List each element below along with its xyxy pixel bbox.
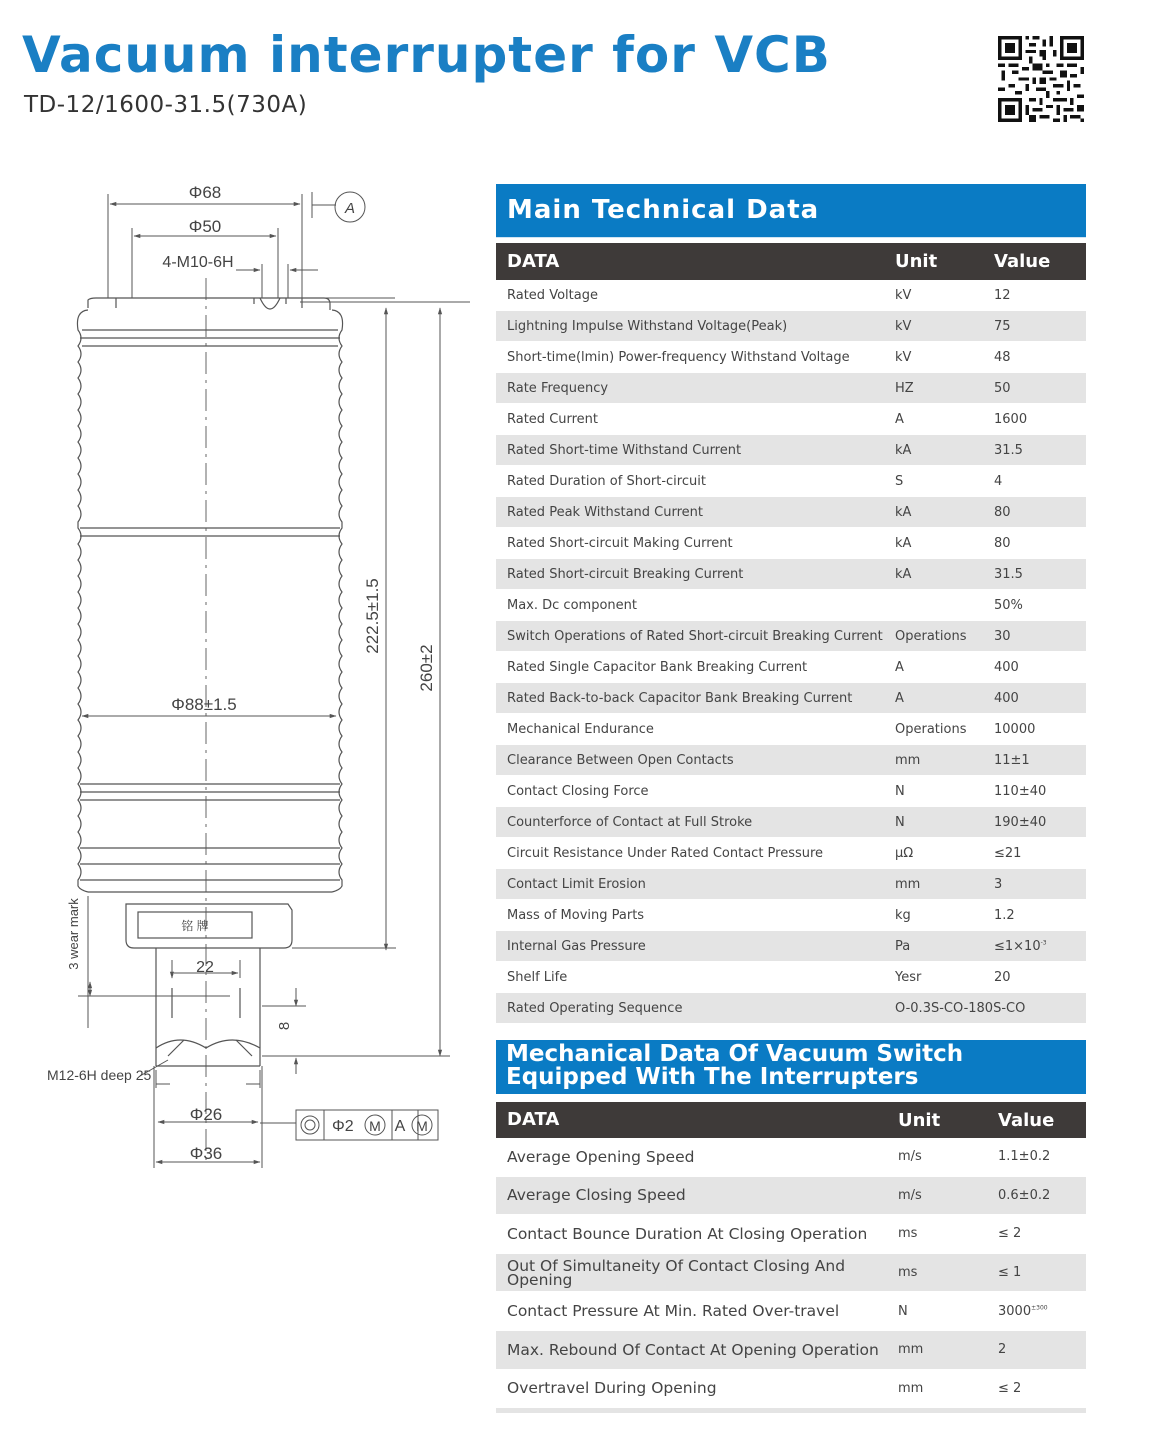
header-unit: Unit bbox=[895, 251, 938, 272]
cell-unit: A bbox=[895, 659, 904, 675]
table-row bbox=[496, 497, 1086, 528]
cell-value: 0.6±0.2 bbox=[998, 1187, 1051, 1203]
cell-data: Average Closing Speed bbox=[507, 1186, 686, 1205]
cell-value: 20 bbox=[994, 969, 1011, 985]
tolerance-value: Φ2 bbox=[332, 1118, 354, 1135]
table-row bbox=[496, 776, 1086, 807]
dim-d50: Φ50 bbox=[188, 217, 222, 236]
cell-data: Counterforce of Contact at Full Stroke bbox=[507, 814, 753, 830]
cell-data: Rated Back-to-back Capacitor Bank Breaking Current bbox=[507, 690, 853, 706]
table-row bbox=[496, 435, 1086, 466]
cell-data: Lightning Impulse Withstand Voltage(Peak) bbox=[507, 318, 788, 334]
cell-value: 10000 bbox=[994, 721, 1036, 737]
cell-unit: m/s bbox=[898, 1149, 922, 1165]
cell-data: Contact Limit Erosion bbox=[507, 876, 646, 892]
table-row bbox=[496, 1331, 1086, 1370]
cell-value: ≤ 2 bbox=[998, 1380, 1022, 1396]
table-row bbox=[496, 559, 1086, 590]
dim-thread-bottom: M12-6H deep 25 bbox=[47, 1067, 152, 1083]
table-row bbox=[496, 1292, 1086, 1331]
header-data: DATA bbox=[507, 250, 560, 272]
table-row bbox=[496, 1215, 1086, 1254]
dim-h260: 260±2 bbox=[417, 644, 436, 692]
table-row bbox=[496, 1370, 1086, 1409]
table-row bbox=[496, 652, 1086, 683]
main-technical-data-table bbox=[496, 184, 1086, 1024]
table-row bbox=[496, 373, 1086, 404]
cell-superscript: -3 bbox=[1040, 939, 1047, 947]
cell-data: Rated Single Capacitor Bank Breaking Current bbox=[507, 659, 808, 675]
cell-value: 400 bbox=[994, 659, 1019, 675]
table-row bbox=[496, 683, 1086, 714]
cell-data: Out Of Simultaneity Of Contact Closing And Opening bbox=[507, 1256, 846, 1289]
cell-value: 31.5 bbox=[994, 566, 1023, 582]
table-row bbox=[496, 280, 1086, 311]
dim-d88: Φ88±1.5 bbox=[171, 695, 237, 714]
table-row bbox=[496, 900, 1086, 931]
dim-h8: 8 bbox=[276, 1021, 293, 1031]
cell-data: Average Opening Speed bbox=[507, 1147, 695, 1166]
cell-unit: S bbox=[895, 473, 904, 489]
table-row bbox=[496, 1138, 1086, 1177]
cell-data: Circuit Resistance Under Rated Contact Pressure bbox=[507, 845, 824, 861]
table-row bbox=[496, 807, 1086, 838]
cell-data: Rated Voltage bbox=[507, 287, 598, 303]
cell-value: 190±40 bbox=[994, 814, 1047, 830]
main-table-header bbox=[496, 243, 1086, 280]
cell-superscript: ±300 bbox=[1031, 1304, 1048, 1312]
datum-label: A bbox=[344, 200, 356, 217]
table-row bbox=[496, 838, 1086, 869]
cell-unit: Operations bbox=[895, 628, 967, 644]
cell-data: Clearance Between Open Contacts bbox=[507, 752, 734, 768]
cell-unit: mm bbox=[895, 876, 921, 892]
cell-unit: HZ bbox=[895, 380, 914, 396]
header-unit: Unit bbox=[898, 1109, 941, 1131]
header-data: DATA bbox=[507, 1109, 560, 1130]
cell-value: 1.1±0.2 bbox=[998, 1149, 1051, 1165]
cell-value: $3000^{\pm 300}$ bbox=[998, 1303, 1048, 1319]
cell-unit: ms bbox=[898, 1265, 918, 1281]
main-table-body bbox=[496, 280, 1086, 1024]
cell-value: 50% bbox=[994, 597, 1023, 613]
table-row bbox=[496, 404, 1086, 435]
table-row bbox=[496, 621, 1086, 652]
cell-data: Rated Short-circuit Making Current bbox=[507, 535, 733, 551]
cell-value: 12 bbox=[994, 287, 1011, 303]
cell-unit: kV bbox=[895, 318, 912, 334]
table-row bbox=[496, 342, 1086, 373]
cell-data: Shelf Life bbox=[507, 969, 568, 985]
cell-unit: kg bbox=[895, 907, 911, 923]
nameplate-label: 铭 牌 bbox=[181, 919, 209, 933]
cell-unit: A bbox=[895, 411, 904, 427]
dim-wear-mark: 3 wear mark bbox=[66, 898, 81, 970]
cell-unit: N bbox=[895, 814, 905, 830]
mech-table-body bbox=[496, 1138, 1086, 1408]
dim-w22: 22 bbox=[196, 959, 214, 976]
mech-table-title: Mechanical Data Of Vacuum Switch Equipped With The Interrupters bbox=[496, 1040, 1086, 1094]
cell-data: Internal Gas Pressure bbox=[507, 938, 646, 954]
cell-value: 1600 bbox=[994, 411, 1028, 427]
cell-value: 31.5 bbox=[994, 442, 1023, 458]
cell-unit: kV bbox=[895, 287, 912, 303]
cell-value: 110±40 bbox=[994, 783, 1047, 799]
cell-data: Rated Operating Sequence bbox=[507, 1000, 683, 1016]
tolerance-modifier-2: M bbox=[416, 1118, 428, 1134]
cell-unit: Yesr bbox=[895, 969, 922, 985]
cell-data: Rated Short-circuit Breaking Current bbox=[507, 566, 744, 582]
cell-value: 48 bbox=[994, 349, 1011, 365]
cell-data: Short-time(lmin) Power-frequency Withstand Voltage bbox=[507, 349, 850, 365]
cell-unit: mm bbox=[898, 1380, 924, 1396]
cell-unit: mm bbox=[898, 1342, 924, 1358]
cell-unit: m/s bbox=[898, 1187, 922, 1203]
tolerance-datum: A bbox=[394, 1118, 406, 1135]
table-row bbox=[496, 590, 1086, 621]
table-row bbox=[496, 1177, 1086, 1216]
cell-data: Contact Closing Force bbox=[507, 783, 649, 799]
cell-value: ≤21 bbox=[994, 845, 1022, 861]
dim-h222: 222.5±1.5 bbox=[363, 578, 382, 654]
model-number: TD-12/1600-31.5(730A) bbox=[24, 92, 308, 118]
cell-value: 50 bbox=[994, 380, 1011, 396]
cell-value: 400 bbox=[994, 690, 1019, 706]
cell-data: Rated Current bbox=[507, 411, 599, 427]
cell-unit: μΩ bbox=[895, 845, 914, 861]
cell-value: $\le 1\times 10^{-3}$ bbox=[994, 938, 1047, 954]
cell-value: 3 bbox=[994, 876, 1003, 892]
cell-unit: O-0.3S-CO-180S-CO bbox=[895, 1000, 1026, 1016]
cell-unit: kA bbox=[895, 442, 912, 458]
cell-unit: mm bbox=[895, 752, 921, 768]
cell-unit: kA bbox=[895, 566, 912, 582]
cell-unit: A bbox=[895, 690, 904, 706]
cell-unit: ms bbox=[898, 1226, 918, 1242]
cell-unit: N bbox=[898, 1303, 908, 1319]
cell-value: 2 bbox=[998, 1342, 1007, 1358]
mech-table-header bbox=[496, 1102, 1086, 1138]
cell-data: Switch Operations of Rated Short-circuit Breaking Current bbox=[507, 628, 883, 644]
qr-code-icon bbox=[998, 36, 1084, 122]
main-table-title: Main Technical Data bbox=[496, 184, 1086, 238]
header-value: Value bbox=[998, 1109, 1055, 1131]
cell-unit: N bbox=[895, 783, 905, 799]
tolerance-modifier: M bbox=[369, 1118, 381, 1134]
cell-unit: kV bbox=[895, 349, 912, 365]
cell-data: Max. Rebound Of Contact At Opening Operation bbox=[507, 1340, 879, 1359]
cell-data: Contact Bounce Duration At Closing Operation bbox=[507, 1224, 868, 1243]
table-row bbox=[496, 311, 1086, 342]
table-row bbox=[496, 466, 1086, 497]
table-row bbox=[496, 962, 1086, 993]
table-row bbox=[496, 745, 1086, 776]
cell-data: Mass of Moving Parts bbox=[507, 907, 645, 923]
table-row bbox=[496, 869, 1086, 900]
cell-data: Rated Short-time Withstand Current bbox=[507, 442, 742, 458]
table-row bbox=[496, 528, 1086, 559]
cell-data: Contact Pressure At Min. Rated Over-travel bbox=[507, 1302, 840, 1321]
page-title: Vacuum interrupter for VCB bbox=[22, 26, 831, 84]
cell-data: Rate Frequency bbox=[507, 380, 609, 396]
cell-value: 4 bbox=[994, 473, 1003, 489]
cell-unit: Operations bbox=[895, 721, 967, 737]
cell-data: Overtravel During Opening bbox=[507, 1379, 717, 1398]
table-row bbox=[496, 1254, 1086, 1293]
cell-value: ≤ 1 bbox=[998, 1265, 1022, 1281]
dim-thread-top: 4-M10-6H bbox=[162, 254, 234, 271]
cell-unit: kA bbox=[895, 504, 912, 520]
table-row bbox=[496, 931, 1086, 962]
cell-value: 11±1 bbox=[994, 752, 1030, 768]
cell-value: 80 bbox=[994, 535, 1011, 551]
cell-value: 80 bbox=[994, 504, 1011, 520]
cell-unit: Pa bbox=[895, 938, 911, 954]
table-row bbox=[496, 993, 1086, 1024]
table-bottom-rule bbox=[496, 1408, 1086, 1413]
cell-value: 30 bbox=[994, 628, 1011, 644]
mechanical-data-table bbox=[496, 1040, 1086, 1413]
dim-d36: Φ36 bbox=[189, 1144, 223, 1163]
cell-data: Mechanical Endurance bbox=[507, 721, 654, 737]
header-value: Value bbox=[994, 251, 1051, 272]
cell-value: 75 bbox=[994, 318, 1011, 334]
cell-value: ≤ 2 bbox=[998, 1226, 1022, 1242]
cell-data: Rated Duration of Short-circuit bbox=[507, 473, 706, 489]
cell-data: Max. Dc component bbox=[507, 597, 637, 613]
cell-data: Rated Peak Withstand Current bbox=[507, 504, 703, 520]
table-row bbox=[496, 714, 1086, 745]
interrupter-technical-drawing bbox=[30, 170, 480, 1180]
dim-d26: Φ26 bbox=[189, 1105, 223, 1124]
cell-value: 1.2 bbox=[994, 907, 1015, 923]
dim-d68: Φ68 bbox=[188, 183, 222, 202]
cell-unit: kA bbox=[895, 535, 912, 551]
